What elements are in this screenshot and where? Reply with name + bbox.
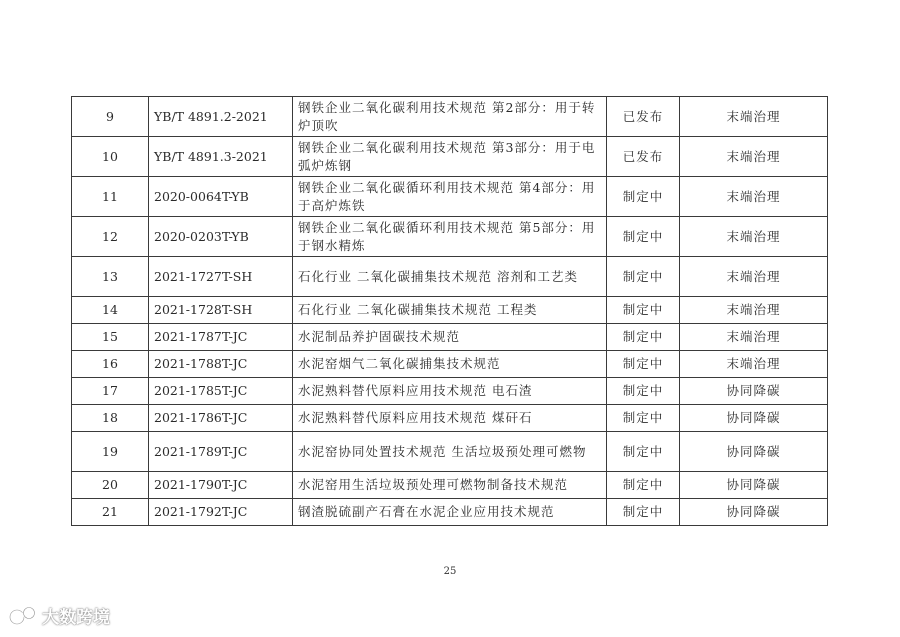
table-row bbox=[72, 405, 828, 432]
row-number-cell: 9 bbox=[72, 97, 149, 137]
category-cell: 末端治理 bbox=[680, 257, 828, 297]
status-cell: 制定中 bbox=[607, 472, 680, 499]
category-cell: 协同降碳 bbox=[680, 499, 828, 526]
row-number-cell: 14 bbox=[72, 297, 149, 324]
table-row bbox=[72, 97, 828, 137]
standard-code-cell: 2021-1727T-SH bbox=[149, 257, 293, 297]
category-cell: 协同降碳 bbox=[680, 432, 828, 472]
standard-code-cell: 2021-1789T-JC bbox=[149, 432, 293, 472]
watermark-logo-icon bbox=[8, 605, 38, 627]
standard-name-cell: 水泥窑协同处置技术规范 生活垃圾预处理可燃物 bbox=[293, 432, 607, 472]
standard-code-cell: 2021-1785T-JC bbox=[149, 378, 293, 405]
standard-name-cell: 石化行业 二氧化碳捕集技术规范 溶剂和工艺类 bbox=[293, 257, 607, 297]
row-number-cell: 20 bbox=[72, 472, 149, 499]
status-cell: 制定中 bbox=[607, 257, 680, 297]
standard-name-cell: 钢铁企业二氧化碳利用技术规范 第2部分：用于转炉顶吹 bbox=[293, 97, 607, 137]
status-cell: 制定中 bbox=[607, 405, 680, 432]
category-cell: 末端治理 bbox=[680, 324, 828, 351]
page-number: 25 bbox=[443, 566, 457, 577]
standard-code-cell: YB/T 4891.2-2021 bbox=[149, 97, 293, 137]
table-row bbox=[72, 351, 828, 378]
status-cell: 制定中 bbox=[607, 351, 680, 378]
table-row bbox=[72, 378, 828, 405]
row-number-cell: 15 bbox=[72, 324, 149, 351]
category-cell: 末端治理 bbox=[680, 217, 828, 257]
standards-table bbox=[71, 96, 828, 526]
status-cell: 制定中 bbox=[607, 177, 680, 217]
standard-name-cell: 石化行业 二氧化碳捕集技术规范 工程类 bbox=[293, 297, 607, 324]
category-cell: 协同降碳 bbox=[680, 378, 828, 405]
standard-code-cell: 2021-1792T-JC bbox=[149, 499, 293, 526]
table-row bbox=[72, 472, 828, 499]
category-cell: 末端治理 bbox=[680, 177, 828, 217]
table-row bbox=[72, 177, 828, 217]
row-number-cell: 13 bbox=[72, 257, 149, 297]
row-number-cell: 19 bbox=[72, 432, 149, 472]
category-cell: 协同降碳 bbox=[680, 405, 828, 432]
standards-table-body bbox=[72, 97, 828, 526]
row-number-cell: 17 bbox=[72, 378, 149, 405]
standard-code-cell: 2021-1790T-JC bbox=[149, 472, 293, 499]
watermark-text: 大数跨境 bbox=[42, 608, 110, 628]
table-row bbox=[72, 297, 828, 324]
standard-name-cell: 水泥窑用生活垃圾预处理可燃物制备技术规范 bbox=[293, 472, 607, 499]
standard-name-cell: 钢铁企业二氧化碳循环利用技术规范 第4部分：用于高炉炼铁 bbox=[293, 177, 607, 217]
standard-code-cell: 2021-1728T-SH bbox=[149, 297, 293, 324]
standard-name-cell: 水泥制品养护固碳技术规范 bbox=[293, 324, 607, 351]
status-cell: 已发布 bbox=[607, 97, 680, 137]
table-row bbox=[72, 499, 828, 526]
standard-code-cell: 2021-1786T-JC bbox=[149, 405, 293, 432]
row-number-cell: 12 bbox=[72, 217, 149, 257]
standard-name-cell: 水泥熟料替代原料应用技术规范 煤矸石 bbox=[293, 405, 607, 432]
status-cell: 制定中 bbox=[607, 378, 680, 405]
table-row bbox=[72, 137, 828, 177]
status-cell: 制定中 bbox=[607, 297, 680, 324]
table-row bbox=[72, 432, 828, 472]
standard-code-cell: 2020-0203T-YB bbox=[149, 217, 293, 257]
status-cell: 制定中 bbox=[607, 217, 680, 257]
table-row bbox=[72, 324, 828, 351]
row-number-cell: 16 bbox=[72, 351, 149, 378]
standard-code-cell: 2021-1788T-JC bbox=[149, 351, 293, 378]
standard-name-cell: 水泥窑烟气二氧化碳捕集技术规范 bbox=[293, 351, 607, 378]
table-row bbox=[72, 257, 828, 297]
row-number-cell: 10 bbox=[72, 137, 149, 177]
category-cell: 末端治理 bbox=[680, 351, 828, 378]
standard-code-cell: 2021-1787T-JC bbox=[149, 324, 293, 351]
status-cell: 已发布 bbox=[607, 137, 680, 177]
category-cell: 末端治理 bbox=[680, 297, 828, 324]
status-cell: 制定中 bbox=[607, 324, 680, 351]
category-cell: 协同降碳 bbox=[680, 472, 828, 499]
category-cell: 末端治理 bbox=[680, 137, 828, 177]
standard-name-cell: 钢铁企业二氧化碳循环利用技术规范 第5部分：用于钢水精炼 bbox=[293, 217, 607, 257]
status-cell: 制定中 bbox=[607, 499, 680, 526]
standard-name-cell: 钢铁企业二氧化碳利用技术规范 第3部分：用于电弧炉炼钢 bbox=[293, 137, 607, 177]
standard-code-cell: 2020-0064T-YB bbox=[149, 177, 293, 217]
row-number-cell: 21 bbox=[72, 499, 149, 526]
watermark bbox=[8, 603, 110, 628]
status-cell: 制定中 bbox=[607, 432, 680, 472]
standard-name-cell: 水泥熟料替代原料应用技术规范 电石渣 bbox=[293, 378, 607, 405]
row-number-cell: 18 bbox=[72, 405, 149, 432]
row-number-cell: 11 bbox=[72, 177, 149, 217]
category-cell: 末端治理 bbox=[680, 97, 828, 137]
standard-code-cell: YB/T 4891.3-2021 bbox=[149, 137, 293, 177]
table-row bbox=[72, 217, 828, 257]
standard-name-cell: 钢渣脱硫副产石膏在水泥企业应用技术规范 bbox=[293, 499, 607, 526]
